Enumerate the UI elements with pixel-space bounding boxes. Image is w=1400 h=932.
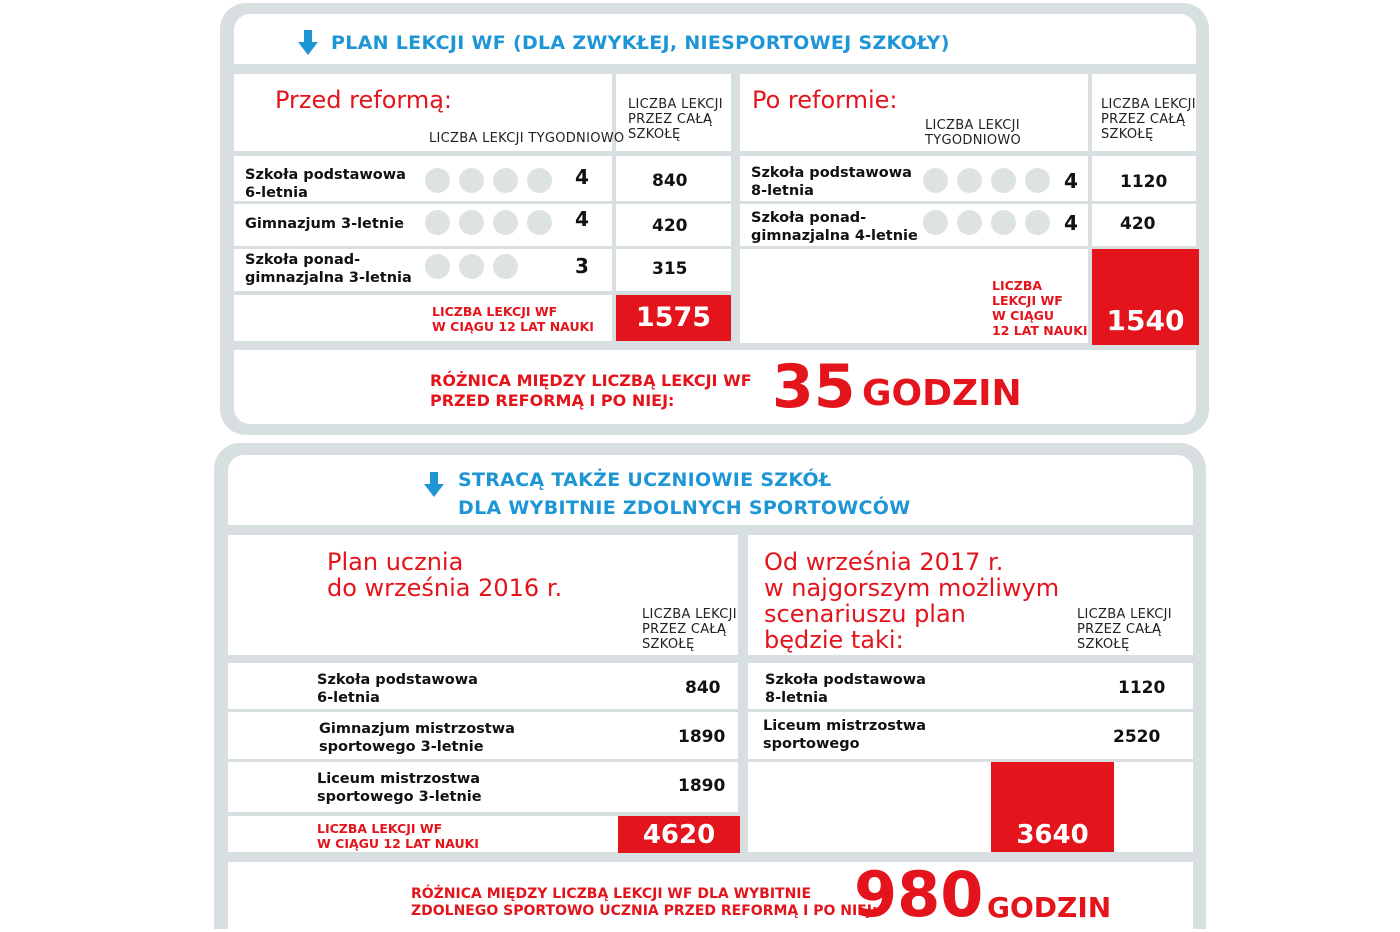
- after-total-header: LICZBA LEKCJI PRZEZ CAŁĄ SZKOŁĘ: [1101, 97, 1196, 142]
- lesson-dot: [493, 210, 518, 235]
- panel-2-header: STRACĄ TAKŻE UCZNIOWIE SZKÓŁ DLA WYBITNIE ZDOLNYCH SPORTOWCÓW: [458, 469, 911, 519]
- after-row-2-label: Szkoła ponad- gimnazjalna 4-letnie: [751, 210, 918, 244]
- before-row-3-total: 315: [652, 259, 688, 279]
- plan-2016-total-header: LICZBA LEKCJI PRZEZ CAŁĄ SZKOŁĘ: [642, 607, 737, 652]
- before-row-2-label: Gimnazjum 3-letnie: [245, 216, 404, 232]
- plan-2016-row-1-label: Szkoła podstawowa 6-letnia: [317, 672, 478, 706]
- lesson-dot: [493, 168, 518, 193]
- after-title: Po reformie:: [752, 86, 898, 114]
- lesson-dot: [957, 210, 982, 235]
- before-title: Przed reformą:: [275, 86, 452, 114]
- before-row-1-total: 840: [652, 171, 688, 191]
- before-row-2-total: 420: [652, 216, 688, 236]
- lesson-dot: [923, 210, 948, 235]
- plan-2016-sum-note: LICZBA LEKCJI WF W CIĄGU 12 LAT NAUKI: [317, 821, 479, 851]
- panel-1-difference-value: 35: [772, 352, 856, 422]
- panel-1-difference-unit: GODZIN: [862, 373, 1022, 414]
- before-row-3-label: Szkoła ponad- gimnazjalna 3-letnia: [245, 252, 412, 286]
- lesson-dot: [459, 210, 484, 235]
- before-total-header: LICZBA LEKCJI PRZEZ CAŁĄ SZKOŁĘ: [628, 97, 723, 142]
- plan-2017-sum-row-cell: [748, 762, 1193, 852]
- plan-2016-row-3-label: Liceum mistrzostwa sportowego 3-letnie: [317, 771, 482, 805]
- plan-2016-title: Plan ucznia do września 2016 r.: [327, 548, 563, 602]
- after-row-1-total: 1120: [1120, 172, 1168, 192]
- plan-2017-sum-value: 3640: [1016, 820, 1089, 850]
- plan-2017-total-header: LICZBA LEKCJI PRZEZ CAŁĄ SZKOŁĘ: [1077, 607, 1172, 652]
- after-weekly-header: LICZBA LEKCJI TYGODNIOWO: [925, 118, 1022, 148]
- lesson-dot: [527, 168, 552, 193]
- lesson-dot: [957, 168, 982, 193]
- lesson-dot: [425, 254, 450, 279]
- before-row-1-label: Szkoła podstawowa 6-letnia: [245, 167, 406, 201]
- plan-2016-row-3-total: 1890: [678, 776, 726, 796]
- down-arrow-icon: [296, 30, 320, 60]
- panel-2-difference-value: 980: [854, 858, 984, 931]
- before-row-2-weekly: 4: [575, 207, 589, 231]
- lesson-dot: [991, 210, 1016, 235]
- lesson-dot: [923, 168, 948, 193]
- after-sum-value: 1540: [1106, 304, 1185, 337]
- lesson-dot: [1025, 168, 1050, 193]
- plan-2016-row-2-total: 1890: [678, 727, 726, 747]
- panel-1-header: PLAN LEKCJI WF (DLA ZWYKŁEJ, NIESPORTOWEJ SZKOŁY): [331, 32, 950, 54]
- plan-2017-title: Od września 2017 r. w najgorszym możliwym scenariuszu plan będzie taki:: [764, 548, 1060, 654]
- lesson-dot: [459, 168, 484, 193]
- panel-1-difference-label: RÓŻNICA MIĘDZY LICZBĄ LEKCJI WF PRZED REFORMĄ I PO NIEJ:: [430, 371, 752, 410]
- plan-2017-row-1-total: 1120: [1118, 678, 1166, 698]
- lesson-dot: [425, 168, 450, 193]
- plan-2016-row-1-total: 840: [685, 678, 721, 698]
- panel-2-difference-unit: GODZIN: [987, 891, 1112, 924]
- after-sum-note: LICZBA LEKCJI WF W CIĄGU 12 LAT NAUKI: [992, 278, 1088, 338]
- lesson-dot: [991, 168, 1016, 193]
- before-sum-box: 1575: [616, 295, 731, 341]
- plan-2016-row-2-label: Gimnazjum mistrzostwa sportowego 3-letnie: [319, 721, 515, 755]
- plan-2017-sum-box: [991, 762, 1114, 852]
- panel-2-difference-label: RÓŻNICA MIĘDZY LICZBĄ LEKCJI WF DLA WYBITNIE ZDOLNEGO SPORTOWO UCZNIA PRZED REFORMĄ I PO NIEJ:: [411, 886, 878, 919]
- plan-2016-row-1-cell: [228, 663, 738, 709]
- after-row-2-weekly: 4: [1064, 211, 1078, 235]
- plan-2017-row-2-label: Liceum mistrzostwa sportowego: [763, 718, 927, 752]
- lesson-dot: [459, 254, 484, 279]
- lesson-dot: [425, 210, 450, 235]
- down-arrow-icon: [422, 472, 446, 502]
- lesson-dot: [493, 254, 518, 279]
- before-row-3-weekly: 3: [575, 254, 589, 278]
- lesson-dot: [1025, 210, 1050, 235]
- plan-2017-row-2-total: 2520: [1113, 727, 1161, 747]
- plan-2017-row-1-label: Szkoła podstawowa 8-letnia: [765, 672, 926, 706]
- after-row-1-weekly: 4: [1064, 169, 1078, 193]
- after-row-1-label: Szkoła podstawowa 8-letnia: [751, 165, 912, 199]
- after-row-2-total: 420: [1120, 214, 1156, 234]
- before-row-1-weekly: 4: [575, 165, 589, 189]
- after-sum-box: [1092, 249, 1199, 345]
- before-sum-note: LICZBA LEKCJI WF W CIĄGU 12 LAT NAUKI: [432, 304, 594, 334]
- plan-2016-sum-box: 4620: [618, 816, 740, 853]
- before-weekly-header: LICZBA LEKCJI TYGODNIOWO: [429, 131, 625, 146]
- lesson-dot: [527, 210, 552, 235]
- plan-2016-row-3-cell: [228, 762, 738, 812]
